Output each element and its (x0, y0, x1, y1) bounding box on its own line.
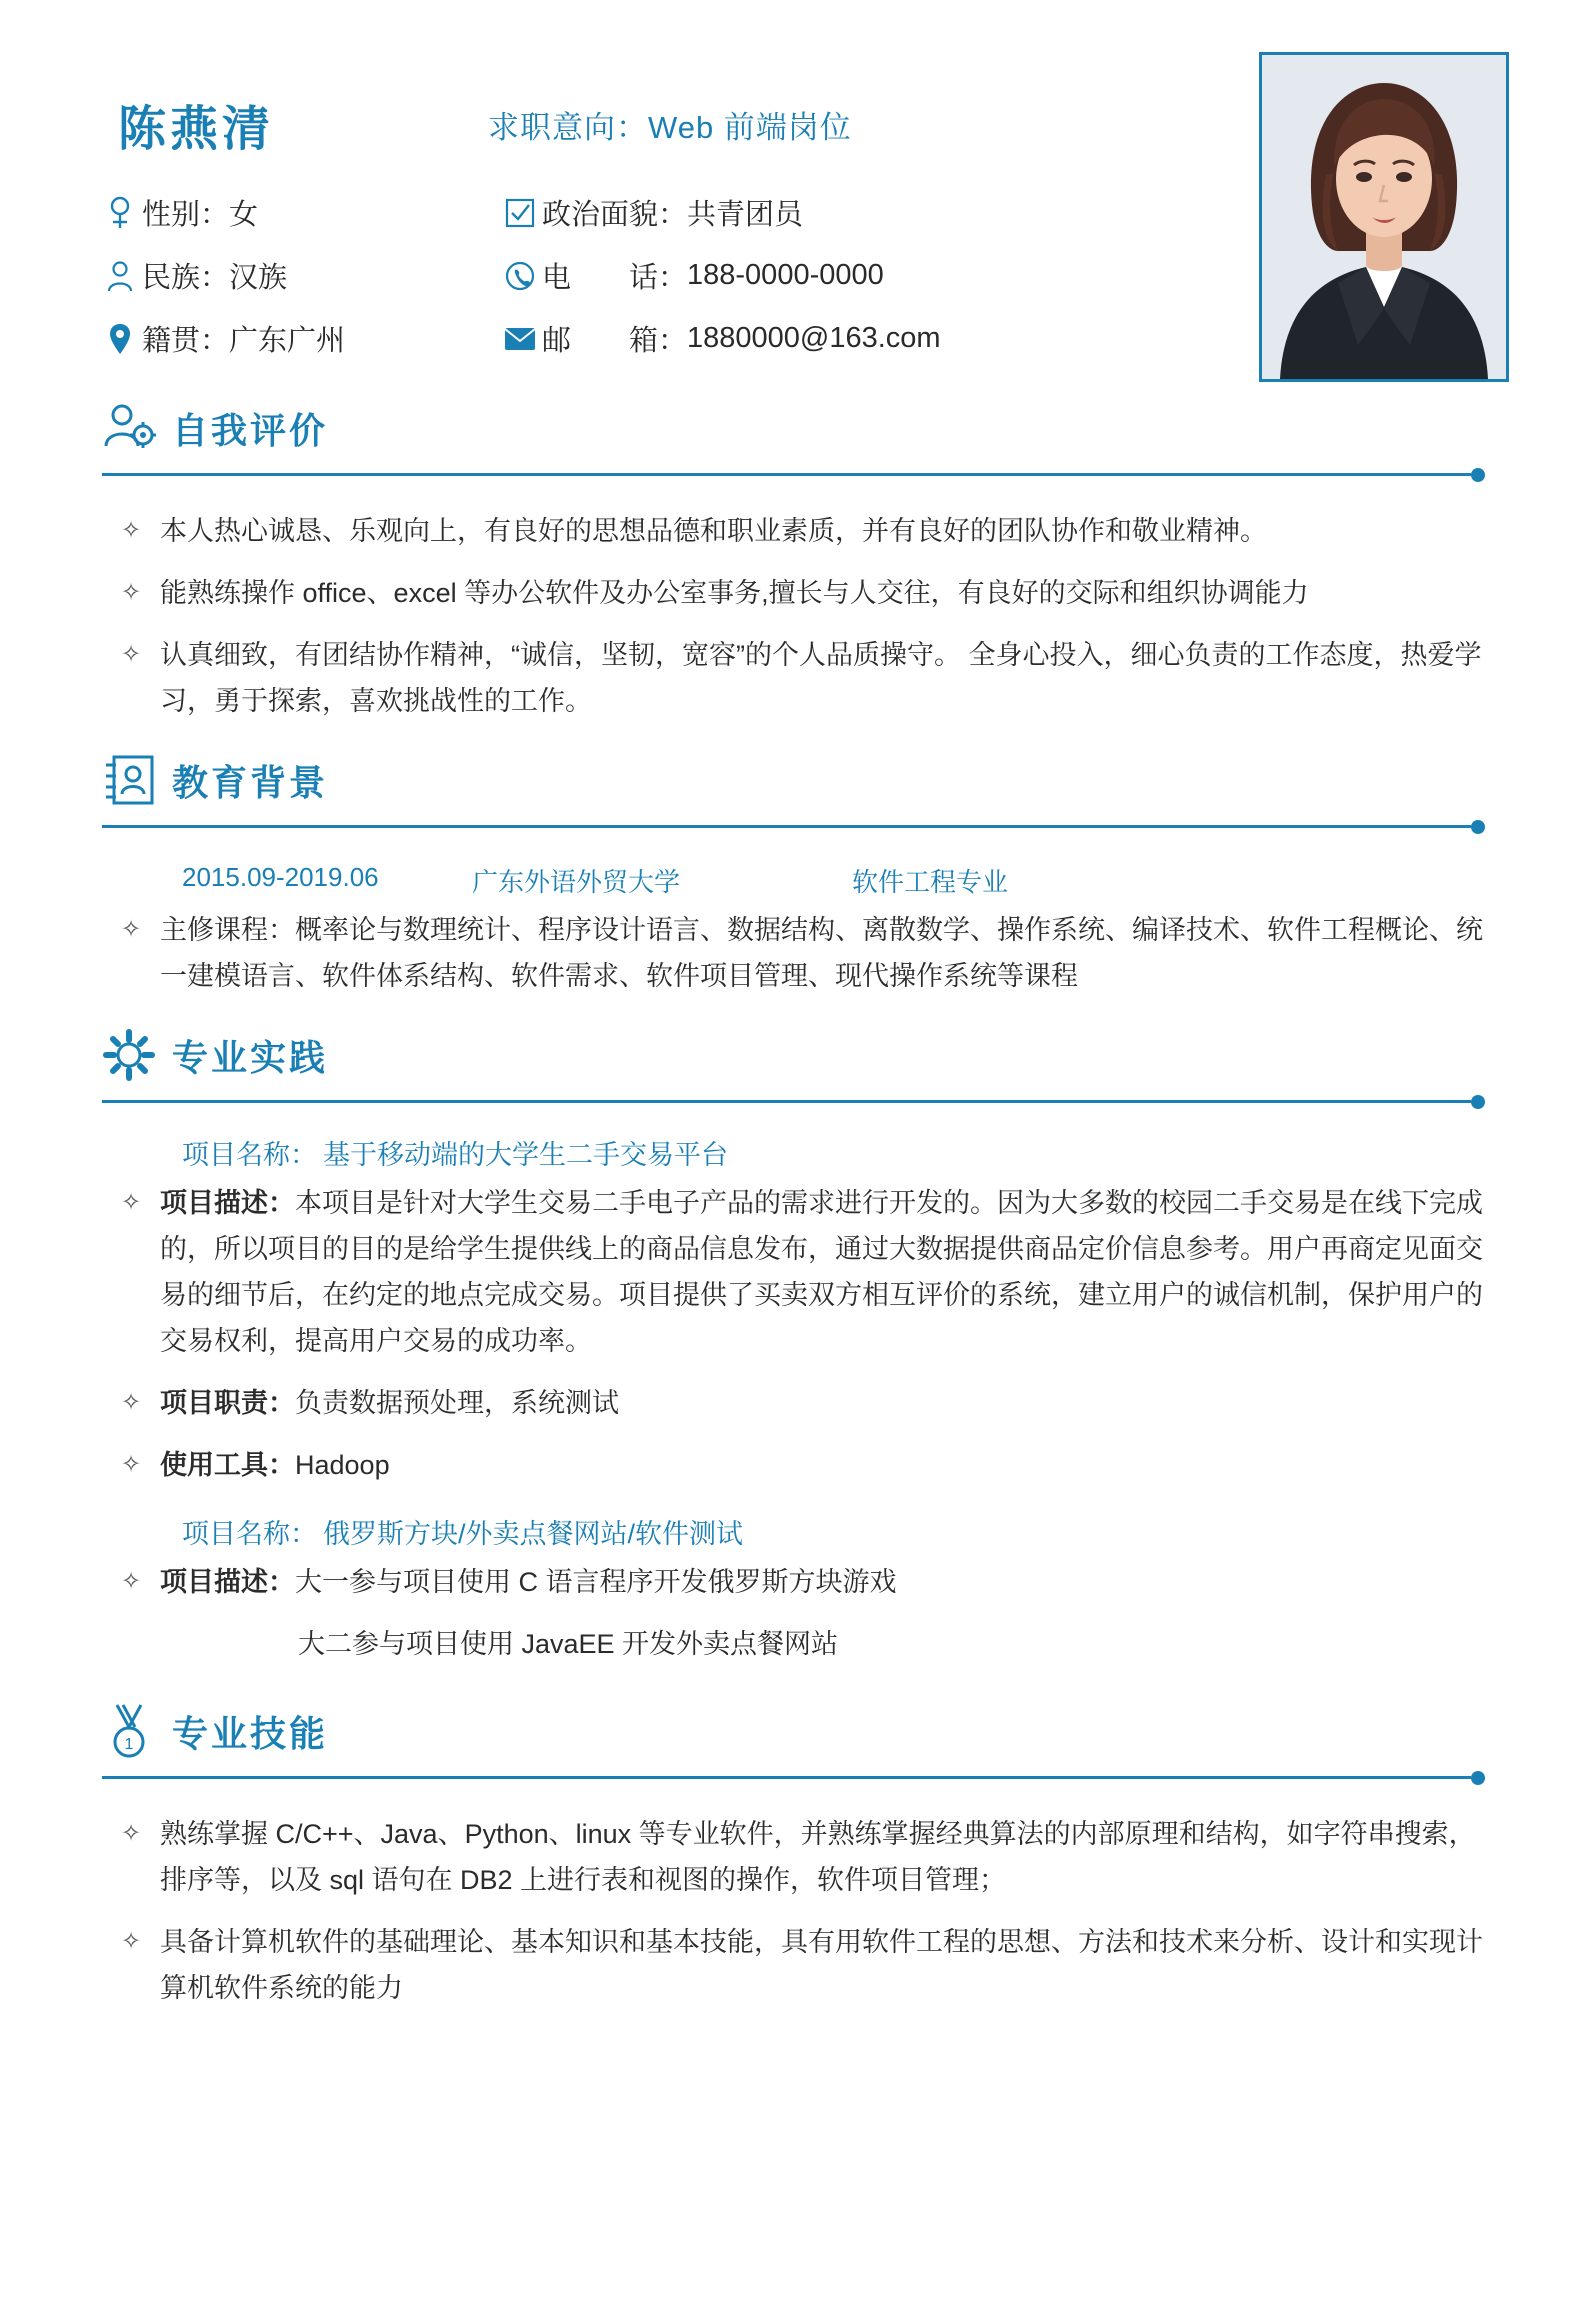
project-detail-list (102, 1559, 1485, 1667)
contact-ethnicity-label: 民族： (142, 262, 230, 294)
job-objective: 求职意向：Web 前端岗位 (488, 110, 852, 145)
section-header (78, 750, 1509, 810)
mail-icon (498, 319, 542, 359)
list-item (102, 1919, 1485, 2011)
checkbox-icon (498, 193, 542, 233)
phone-icon (498, 256, 542, 296)
section-education (78, 750, 1509, 999)
diamond-bullet-icon: ✧ (120, 916, 142, 943)
diamond-bullet-icon: ✧ (120, 641, 142, 668)
contact-hometown-value: 广东广州 (229, 325, 346, 357)
contact-phone (498, 255, 1138, 296)
contact-email-label: 邮 箱： (542, 325, 688, 357)
list-item-text: 具备计算机软件的基础理论、基本知识和基本技能，具有用软件工程的思想、方法和技术来分析、设计和实现计算机软件系统的能力 (160, 1927, 1483, 2003)
contact-hometown (98, 318, 498, 359)
list-item-label: 项目描述： (160, 1567, 295, 1597)
list-item (102, 632, 1485, 724)
contact-info-grid (98, 192, 1178, 381)
contact-hometown-label: 籍贯： (142, 325, 230, 357)
project-name-label: 项目名称： (182, 1140, 317, 1170)
list-item (102, 1442, 1485, 1488)
contact-gender-label: 性别： (142, 199, 230, 231)
education-school: 广东外语外贸大学 (472, 867, 681, 897)
list-item-body: 负责数据预处理，系统测试 (295, 1388, 619, 1418)
list-item-text (160, 1380, 1485, 1426)
list-item-text (160, 1559, 1485, 1605)
education-course-list (102, 907, 1485, 999)
project-name-value: 俄罗斯方块/外卖点餐网站/软件测试 (323, 1519, 744, 1549)
contact-ethnicity (98, 255, 498, 296)
education-major: 软件工程专业 (852, 867, 1009, 897)
list-item (102, 907, 1485, 999)
project-extra-line: 大二参与项目使用 JavaEE 开发外卖点餐网站 (298, 1629, 839, 1659)
list-item (102, 1559, 1485, 1605)
resume-page (0, 52, 1587, 2297)
list-item-body: 本项目是针对大学生交易二手电子产品的需求进行开发的。因为大多数的校园二手交易是在线下完成的，所以项目的目的是给学生提供线上的商品信息发布，通过大数据提供商品定价信息参考。用户再商定见面交易的细节后，在约定的地点完成交易。项目提供了买卖双方相互评价的系统，建立用户的诚信机制，保护用户的交易权利，提高用户交易的成功率。 (160, 1188, 1483, 1356)
project-name-label: 项目名称： (182, 1519, 317, 1549)
list-item-text: 能熟练操作 office、excel 等办公软件及办公室事务,擅长与人交往，有良好的交际和组织协调能力 (160, 578, 1309, 608)
list-item-text (160, 1180, 1485, 1364)
list-item-body: 大一参与项目使用 C 语言程序开发俄罗斯方块游戏 (295, 1567, 897, 1597)
list-item-label: 项目描述： (160, 1188, 295, 1218)
project-name (102, 1512, 1485, 1551)
section-header (78, 1701, 1509, 1761)
medal-icon (100, 1703, 158, 1759)
skills-list (102, 1811, 1485, 2011)
contact-row (98, 318, 1178, 359)
diamond-bullet-icon: ✧ (120, 1451, 142, 1478)
section-skills (78, 1701, 1509, 2011)
list-item-text (160, 1442, 1485, 1488)
location-icon (98, 319, 142, 359)
list-item-text: 主修课程：概率论与数理统计、程序设计语言、数据结构、离散数学、操作系统、编译技术、软件工程概论、统一建模语言、软件体系结构、软件需求、软件项目管理、现代操作系统等课程 (160, 915, 1483, 991)
list-item (102, 508, 1485, 554)
contact-political-label: 政治面貌： (542, 199, 688, 231)
list-item (102, 570, 1485, 616)
section-divider (102, 468, 1485, 482)
diamond-bullet-icon: ✧ (120, 1928, 142, 1955)
diamond-bullet-icon: ✧ (120, 517, 142, 544)
diamond-bullet-icon: ✧ (120, 579, 142, 606)
gear-icon (100, 1027, 158, 1083)
education-date: 2015.09-2019.06 (182, 862, 379, 892)
list-item-label: 使用工具： (160, 1450, 295, 1480)
id-card-icon (100, 752, 158, 808)
contact-row (98, 255, 1178, 296)
contact-political (498, 192, 1138, 233)
list-item-text: 熟练掌握 C/C++、Java、Python、linux 等专业软件，并熟练掌握经典算法的内部原理和结构，如字符串搜索，排序等，以及 sql 语句在 DB2 上进行表和视图的操作，软件项目管理； (160, 1819, 1476, 1895)
contact-email-value: 1880000@163.com (687, 322, 941, 354)
resume-header (78, 52, 1509, 372)
diamond-bullet-icon: ✧ (120, 1820, 142, 1847)
diamond-bullet-icon: ✧ (120, 1568, 142, 1595)
list-item (102, 1180, 1485, 1364)
gender-icon (98, 193, 142, 233)
section-divider (102, 1771, 1485, 1785)
list-item (102, 1380, 1485, 1426)
contact-phone-label: 电 话： (542, 262, 688, 294)
self-evaluation-list (102, 508, 1485, 724)
education-entry (102, 862, 1485, 899)
list-item-label: 项目职责： (160, 1388, 295, 1418)
section-title: 自我评价 (172, 409, 329, 451)
contact-gender (98, 192, 498, 233)
candidate-name: 陈燕清 (118, 103, 275, 156)
contact-political-value: 共青团员 (687, 199, 804, 231)
contact-email (498, 318, 1138, 359)
diamond-bullet-icon: ✧ (120, 1189, 142, 1216)
section-title: 教育背景 (172, 761, 329, 803)
section-self-evaluation (78, 398, 1509, 724)
svg-text:1: 1 (124, 1736, 134, 1753)
contact-ethnicity-value: 汉族 (229, 262, 288, 294)
contact-phone-value: 188-0000-0000 (687, 259, 884, 291)
section-practice (78, 1025, 1509, 1667)
section-title: 专业技能 (172, 1712, 329, 1754)
diamond-bullet-icon: ✧ (120, 1389, 142, 1416)
contact-row (98, 192, 1178, 233)
section-divider (102, 820, 1485, 834)
section-header (78, 398, 1509, 458)
contact-gender-value: 女 (229, 199, 259, 231)
section-header (78, 1025, 1509, 1085)
list-item-body: Hadoop (295, 1450, 390, 1480)
section-title: 专业实践 (172, 1036, 329, 1078)
list-item (102, 1811, 1485, 1903)
project-name-value: 基于移动端的大学生二手交易平台 (323, 1140, 728, 1170)
person-icon (98, 256, 142, 296)
project-detail-list (102, 1180, 1485, 1488)
list-item-text: 认真细致，有团结协作精神，“诚信，坚韧，宽容”的个人品质操守。 全身心投入，细心负责的工作态度，热爱学习，勇于探索，喜欢挑战性的工作。 (160, 640, 1482, 716)
list-item-text: 本人热心诚恳、乐观向上，有良好的思想品德和职业素质，并有良好的团队协作和敬业精神。 (160, 516, 1267, 546)
project-name (102, 1133, 1485, 1172)
section-divider (102, 1095, 1485, 1109)
user-gear-icon (100, 400, 158, 456)
avatar (1259, 52, 1509, 382)
